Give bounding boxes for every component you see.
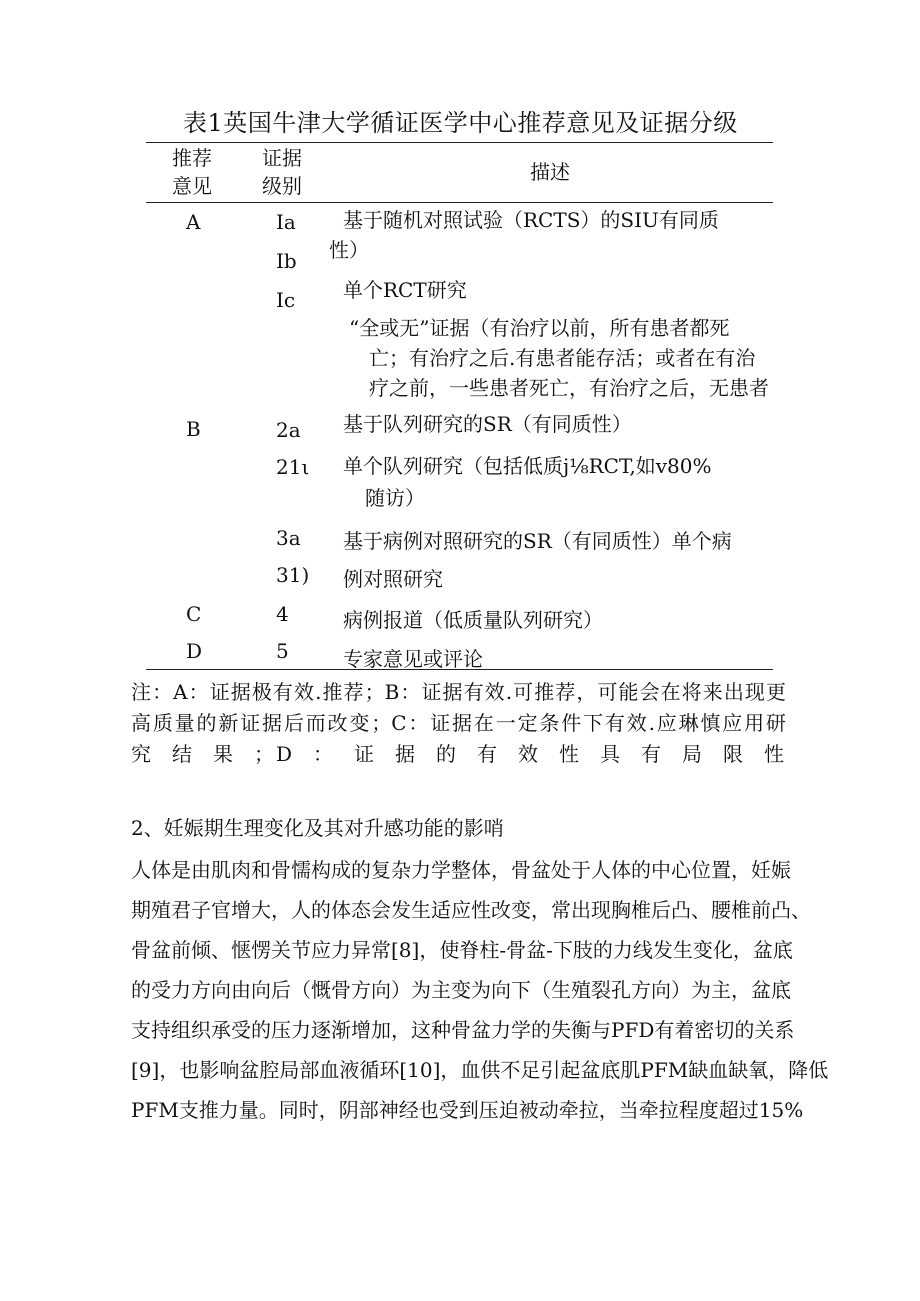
- desc-2b-line2: 随访）: [365, 486, 425, 510]
- grade-d: D: [186, 639, 203, 663]
- level-ia: Ia: [276, 210, 296, 234]
- header-recommendation-line2: 意见: [172, 174, 212, 198]
- level-ic: Ic: [276, 288, 296, 312]
- paragraph-line: 人体是由肌肉和骨懦构成的复杂力学整体，骨盆处于人体的中心位置，妊娠: [131, 858, 791, 882]
- level-5: 5: [276, 639, 289, 663]
- table-top-rule: [146, 142, 773, 143]
- header-evidence: [262, 144, 302, 200]
- paragraph-line: [9]，也影响盆腔局部血液循环[10]，血供不足引起盆底肌PFM缺血缺氧，降低: [131, 1058, 829, 1082]
- table-note-line1: 注：A：证据极有效.推荐；B：证据有效.可推荐，可能会在将来出现更: [131, 680, 786, 704]
- desc-ic-line2: 亡；有治疗之后.有患者能存活；或者在有治: [369, 346, 756, 370]
- paragraph-line: 支持组织承受的压力逐渐增加，这种骨盆力学的失衡与PFD有着密切的关系: [131, 1018, 795, 1042]
- table-note-line3: 究结果；D：证据的有效性具有局限性: [131, 742, 786, 766]
- grade-c: C: [186, 602, 202, 626]
- desc-3a-line1: 基于病例对照研究的SR（有同质性）单个病: [343, 529, 732, 553]
- header-evidence-line1: 证据: [262, 146, 302, 170]
- table-header-rule: [146, 202, 773, 203]
- header-description: 描述: [530, 160, 570, 184]
- desc-ia-line1: 基于随机对照试验（RCTS）的SIU有同质: [343, 208, 719, 232]
- level-3a: 3a: [276, 526, 301, 550]
- grade-b: B: [186, 417, 201, 441]
- level-3b: 31): [276, 563, 310, 587]
- desc-3a-line2: 例对照研究: [343, 567, 443, 591]
- desc-2b-line1: 单个队列研究（包括低质j⅛RCT,如v80%: [343, 454, 712, 478]
- paragraph-line: 期殖君子官增大，人的体态会发生适应性改变，常出现胸椎后凸、腰椎前凸、: [131, 898, 811, 922]
- grade-a: A: [186, 210, 201, 234]
- paragraph-line: 的受力方向由向后（慨骨方向）为主变为向下（生殖裂孔方向）为主，盆底: [131, 978, 791, 1002]
- desc-ic-line3: 疗之前，一些患者死亡，有治疗之后，无患者: [369, 376, 769, 400]
- header-recommendation-line1: 推荐: [172, 146, 212, 170]
- desc-ia-line2: 性）: [329, 238, 369, 262]
- level-4: 4: [276, 602, 289, 626]
- section-heading: 2、妊娠期生理变化及其对升感功能的影哨: [131, 816, 504, 840]
- desc-ic-line1: “全或无”证据（有治疗以前，所有患者都死: [349, 316, 730, 340]
- table-title: 表1英国牛津大学循证医学中心推荐意见及证据分级: [183, 109, 738, 137]
- level-2b: 21ι: [276, 455, 310, 479]
- desc-5: 专家意见或评论: [343, 647, 483, 671]
- header-recommendation: [172, 144, 212, 200]
- desc-2a: 基于队列研究的SR（有同质性）: [343, 412, 632, 436]
- paragraph-line: PFM支推力量。同时，阴部神经也受到压迫被动牵拉，当牵拉程度超过15%: [131, 1098, 804, 1122]
- paragraph-line: 骨盆前倾、惬愣关节应力异常[8]，使脊柱-骨盆-下肢的力线发生变化，盆底: [131, 938, 793, 962]
- table-note-line2: 高质量的新证据后而改变；C：证据在一定条件下有效.应琳慎应用研: [131, 711, 786, 735]
- header-evidence-line2: 级别: [262, 174, 302, 198]
- level-ib: Ib: [276, 249, 297, 273]
- desc-4: 病例报道（低质量队列研究）: [343, 608, 603, 632]
- desc-ib: 单个RCT研究: [343, 278, 467, 302]
- level-2a: 2a: [276, 418, 301, 442]
